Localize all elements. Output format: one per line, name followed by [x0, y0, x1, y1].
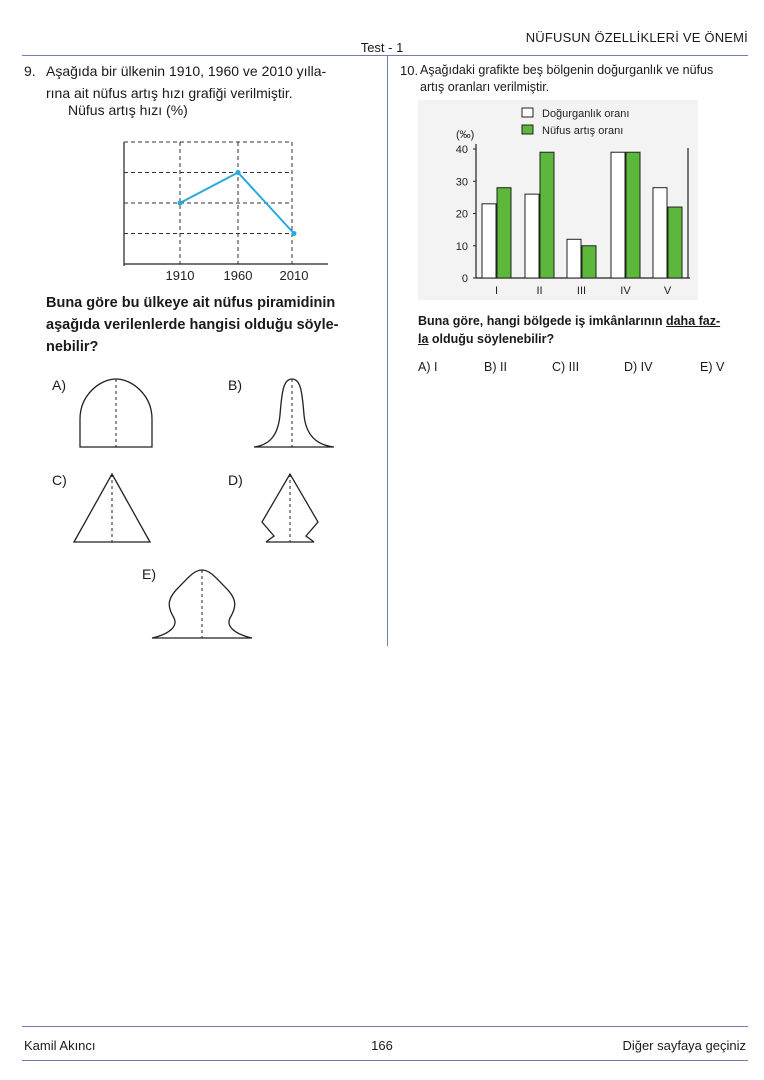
q10-bar-chart	[418, 100, 698, 300]
q10-ask-underlined1: daha faz-	[665, 314, 721, 328]
legend-label-fertility: Doğurganlık oranı	[542, 108, 630, 120]
q9-option-b-label[interactable]: B)	[228, 377, 242, 393]
q9-option-a-label[interactable]: A)	[52, 377, 66, 393]
q9-data-point	[292, 231, 297, 236]
q10-option-e[interactable]: E) V	[700, 360, 725, 374]
q10-x-tick-label: IV	[620, 285, 631, 297]
q10-y-tick-label: 30	[455, 176, 468, 189]
q9-x-ticks	[166, 268, 309, 283]
q10-bar-growth	[540, 152, 554, 278]
q10-option-c[interactable]: C) III	[552, 360, 580, 374]
vase-pyramid-icon[interactable]	[148, 564, 258, 642]
q10-x-tick-label: V	[663, 285, 672, 297]
q10-bar-fertility	[653, 188, 667, 278]
q9-option-d-label[interactable]: D)	[228, 472, 243, 488]
footer-next-page: Diğer sayfaya geçiniz	[622, 1038, 746, 1053]
q10-x-tick-label: II	[536, 285, 543, 297]
q9-chart-title: Nüfus artış hızı (%)	[68, 102, 188, 118]
q10-bar-fertility	[525, 194, 539, 278]
q9-stem	[46, 60, 366, 104]
footer-rule-top	[22, 1026, 748, 1027]
q10-bar-growth	[497, 188, 511, 278]
unit-title: NÜFUSUN ÖZELLİKLERİ VE ÖNEMİ	[525, 30, 748, 45]
q9-number: 9.	[24, 63, 36, 79]
q10-bar-fertility	[567, 239, 581, 278]
footer-page-number: 166	[371, 1038, 393, 1053]
q10-option-a[interactable]: A) I	[418, 360, 438, 374]
column-divider	[387, 56, 388, 646]
q9-stem-line1: Aşağıda bir ülkenin 1910, 1960 ve 2010 yılla-	[46, 63, 327, 79]
q10-x-tick-label: I	[494, 285, 499, 297]
q10-number: 10.	[400, 63, 419, 78]
q10-y-unit: (‰)	[456, 129, 475, 141]
q9-x-tick-label: 2010	[279, 268, 309, 283]
q10-bar-fertility	[611, 152, 625, 278]
q9-ask-line2: aşağıda verilenlerde hangisi olduğu söyle-	[46, 317, 339, 333]
q10-y-tick-label: 40	[455, 144, 468, 156]
header-rule	[22, 55, 748, 56]
q9-line-chart	[100, 130, 340, 290]
q10-option-b[interactable]: B) II	[484, 360, 507, 374]
footer-rule-bottom	[22, 1060, 748, 1061]
q10-bar-growth	[582, 246, 596, 278]
q9-ask-line1: Buna göre bu ülkeye ait nüfus piramidinin	[46, 295, 336, 311]
footer-author: Kamil Akıncı	[24, 1038, 96, 1053]
triangle-pyramid-icon[interactable]	[70, 470, 160, 546]
q9-data-point	[178, 201, 183, 206]
q10-stem	[420, 62, 740, 96]
q10-y-tick-label: 10	[455, 240, 468, 253]
q9-x-tick-label: 1910	[165, 268, 195, 283]
legend-swatch-growth	[522, 125, 533, 134]
legend-label-growth: Nüfus artış oranı	[542, 125, 624, 137]
dome-pyramid-icon[interactable]	[72, 375, 162, 450]
q9-option-e-label[interactable]: E)	[142, 566, 156, 582]
q10-ask-underlined2: la	[418, 332, 429, 346]
q9-ask-line3: nebilir?	[46, 339, 99, 355]
q10-ask-post: olduğu söylenebilir?	[428, 332, 555, 346]
bell-pyramid-icon[interactable]	[250, 375, 340, 450]
q10-bar-growth	[668, 207, 682, 278]
kite-pyramid-icon[interactable]	[258, 470, 328, 546]
q9-question	[46, 292, 364, 358]
q9-stem-line2: rına ait nüfus artış hızı grafiği verilmiştir.	[46, 85, 293, 101]
q9-option-c-label[interactable]: C)	[52, 472, 67, 488]
q10-question	[418, 312, 738, 348]
q10-y-tick-label: 20	[455, 208, 468, 221]
q10-bar-fertility	[482, 204, 496, 278]
legend-swatch-fertility	[522, 108, 533, 117]
q9-data-point	[236, 170, 241, 175]
q10-ask-pre: Buna göre, hangi bölgede iş imkânlarının	[418, 314, 666, 328]
q10-bar-growth	[626, 152, 640, 278]
q10-y-tick-label: 0	[461, 273, 468, 285]
q10-option-d[interactable]: D) IV	[624, 360, 653, 374]
q9-x-tick-label: 1960	[223, 268, 253, 283]
q10-stem-line2: artış oranları verilmiştir.	[420, 80, 550, 94]
test-label: Test - 1	[360, 40, 404, 55]
q10-x-tick-label: III	[576, 285, 587, 297]
q10-stem-line1: Aşağıdaki grafikte beş bölgenin doğurganlık ve nüfus	[420, 63, 714, 77]
